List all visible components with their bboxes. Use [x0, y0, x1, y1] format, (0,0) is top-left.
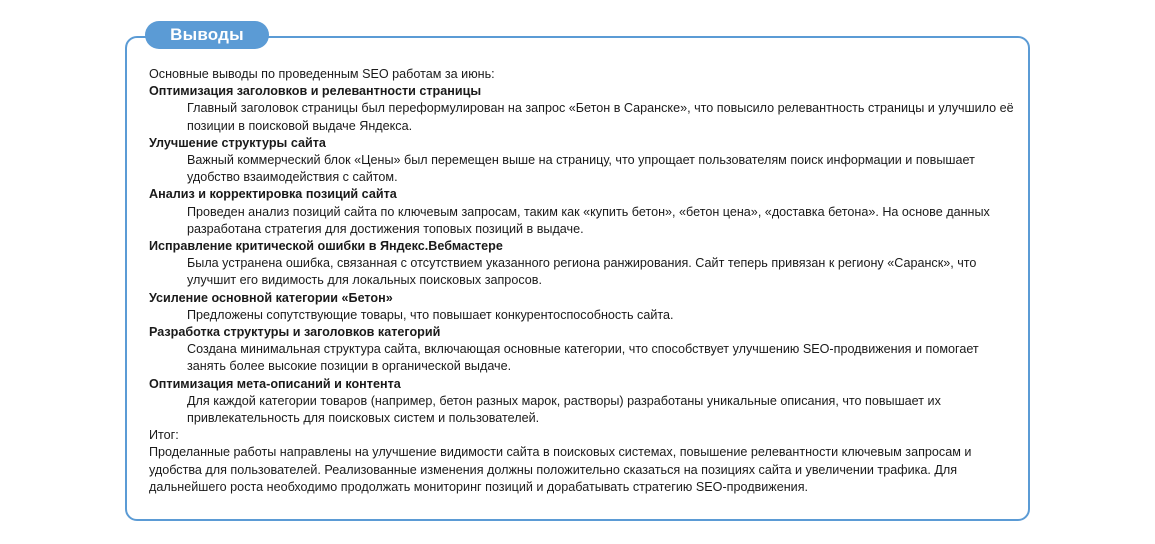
conclusions-content [149, 66, 1019, 496]
section-body: Для каждой категории товаров (например, бетон разных марок, растворы) разработаны уникальные описания, что повышает их привлекательность для поисковых систем и пользователей. [187, 393, 941, 426]
section-body: Проведен анализ позиций сайта по ключевым запросам, таким как «купить бетон», «бетон цена», «доставка бетона». На основе данных разработана стратегия для достижения топовых позиций в выдаче. [187, 204, 990, 236]
summary-label: Итог: [149, 428, 179, 443]
section-body: Важный коммерческий блок «Цены» был перемещен выше на страницу, что упрощает пользователям поиск информации и повышает удобство взаимодействия с сайтом. [187, 153, 975, 185]
section-body: Главный заголовок страницы был переформулирован на запрос «Бетон в Саранске», что повысило релевантность страницы и улучшило её позиции в поисковой выдаче Яндекса. [187, 101, 1014, 133]
section-title: Оптимизация заголовков и релевантности страницы [149, 84, 482, 99]
section-body: Была устранена ошибка, связанная с отсутствием указанного региона ранжирования. Сайт теперь привязан к региону «Саранск», что улучшит его видимость для локальных поисковых запросов. [187, 256, 977, 288]
section-body: Предложены сопутствующие товары, что повышает конкурентоспособность сайта. [187, 307, 674, 322]
section-title: Оптимизация мета-описаний и контента [149, 376, 401, 391]
section-title: Анализ и корректировка позиций сайта [149, 187, 397, 202]
section-title: Улучшение структуры сайта [149, 135, 326, 150]
section-body: Создана минимальная структура сайта, включающая основные категории, что способствует улучшению SEO-продвижения и помогает занять более высокие позиции в органической выдаче. [187, 342, 979, 374]
section-title: Разработка структуры и заголовков категорий [149, 325, 441, 340]
summary-text: Проделанные работы направлены на улучшение видимости сайта в поисковых системах, повышение релевантности ключевым запросам и удобства для пользователей. Реализованные изменения должны положительно сказаться на позициях сайта и увеличении трафика. Для дальнейшего роста необходимо продолжать мониторинг позиций и дорабатывать стратегию SEO-продвижения. [149, 445, 972, 494]
section-title: Усиление основной категории «Бетон» [149, 290, 393, 305]
intro-text: Основные выводы по проведенным SEO работам за июнь: [149, 67, 495, 81]
panel-tab-title: Выводы [145, 21, 269, 49]
section-title: Исправление критической ошибки в Яндекс.Вебмастере [149, 239, 503, 254]
